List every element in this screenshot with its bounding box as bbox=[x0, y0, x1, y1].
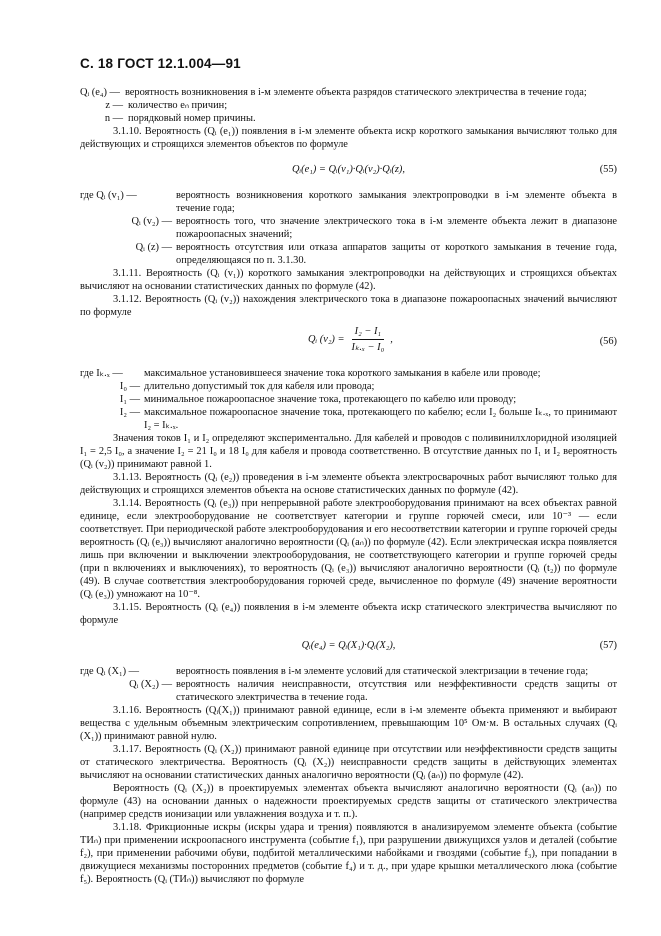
definition-text: минимальное пожароопасное значение тока, протекающего по кабелю или проводу; bbox=[144, 394, 517, 405]
formula-lhs: Qᵢ (v₂) = bbox=[308, 334, 345, 345]
page-content bbox=[80, 86, 617, 886]
formula-fraction bbox=[349, 325, 388, 354]
definition-text: вероятность наличия неисправности, отсутствия или неэффективности средств защиты от статического электричества в течение года. bbox=[176, 679, 617, 703]
definition-qx1 bbox=[80, 665, 617, 678]
definition-n bbox=[80, 112, 617, 125]
definition-text: вероятность отсутствия или отказа аппаратов защиты от короткого замыкания в течение года, определяющаяся по п. 3.1.30. bbox=[176, 242, 617, 266]
paragraph-3-1-14: 3.1.14. Вероятность (Qᵢ (e₃)) при непрерывной работе электрооборудования принимают на всех объектах равной единице, если электрооборудование не соответствует категории и группе горючей смеси, или 10⁻³ — если соответствует. При периодической работе электрооборудования и его несоответствии категории и группе горючей среды вероятность (Qᵢ (e₃)) вычисляют аналогично вероятности (Qᵢ (aₙ)) по формуле (42). Если электрическая искра появляется лишь при включении и выключении электрооборудования, не соответствующего категории и группе горючей среды (при n включениях и выключениях), то вероятность (Qᵢ (e₃)) вычисляют аналогично вероятности (Qᵢ (t₂)) по формуле (49). В случае соответствия электрооборудования горючей среде, вычисленное по формуле (49) значение вероятности (Qᵢ (e₃)) умножают на 10⁻⁸. bbox=[80, 498, 617, 600]
formula-57 bbox=[80, 633, 617, 659]
definition-ikz bbox=[80, 367, 617, 380]
definition-term: Qᵢ (v₂) — bbox=[131, 216, 172, 227]
page-header: С. 18 ГОСТ 12.1.004—91 bbox=[80, 56, 241, 71]
definition-text: длительно допустимый ток для кабеля или провода; bbox=[144, 381, 375, 392]
paragraph-currents: Значения токов I₁ и I₂ определяют экспериментально. Для кабелей и проводов с поливинилхлоридной изоляцией I₁ = 2,5 I₀, а значение I₂ = 21 I₀ и 18 I₀ для кабеля и провода соответственно. В отсутствие данных по I₁ и I₂ вероятность (Qᵢ (v₂)) принимают равной 1. bbox=[80, 433, 617, 470]
paragraph-3-1-16: 3.1.16. Вероятность (Qᵢ(X₁)) принимают равной единице, если в i-м элементе объекта применяют и выбирают вещества с удельным объемным электрическим сопротивлением, превышающим 10⁵ Ом·м. В остальных случаях (Qᵢ (X₁)) принимают равной нулю. bbox=[80, 705, 617, 742]
formula-tail: , bbox=[390, 334, 393, 345]
definition-i0 bbox=[80, 380, 617, 393]
definition-term: где Qᵢ (v₁) — bbox=[80, 190, 137, 201]
definition-qe4 bbox=[80, 86, 617, 99]
definition-qx2 bbox=[80, 678, 617, 704]
paragraph-3-1-18: 3.1.18. Фрикционные искры (искры удара и трения) появляются в анализируемом элементе объекта (событие ТИₙ) при применении искроопасного инструмента (событие f₁), при разрушении движущихся узлов и деталей (событие f₂), при применении рабочими обуви, подбитой металлическими набойками и гвоздями (событие f₃), при попадании в движущиеся механизмы посторонних предметов (событие f₄) и т. д., при ударе крышки металлического люка (событие f₅). Вероятность (Qᵢ (ТИₙ)) вычисляют по формуле bbox=[80, 822, 617, 885]
formula-number: (56) bbox=[599, 336, 617, 347]
formula-55 bbox=[80, 157, 617, 183]
definition-term: I₂ — bbox=[119, 407, 140, 418]
formula-expression: Qᵢ(e₄) = Qᵢ(X₁)·Qᵢ(X₂), bbox=[301, 640, 396, 651]
definition-qv1 bbox=[80, 189, 617, 215]
paragraph-3-1-12: 3.1.12. Вероятность (Qᵢ (v₂)) нахождения электрического тока в диапазоне пожароопасных значений вычисляют по формуле bbox=[80, 294, 617, 318]
definition-term: Qᵢ (e₄) — bbox=[80, 87, 120, 98]
definition-qz bbox=[80, 241, 617, 267]
paragraph-3-1-11: 3.1.11. Вероятность (Qᵢ (v₁)) короткого замыкания электропроводки на действующих и строящихся объектах вычисляют на основании статистических данных по формуле (42). bbox=[80, 268, 617, 292]
definition-text: максимальное установившееся значение тока короткого замыкания в кабеле или проводе; bbox=[144, 368, 541, 379]
paragraph-3-1-17: 3.1.17. Вероятность (Qᵢ (X₂)) принимают равной единице при отсутствии или неэффективности средств защиты от статического электричества. Вероятность (Qᵢ (X₂)) неисправности средств защиты в действующих элементах вычисляют на основании статистических данных аналогично вероятности (Qᵢ (aₙ)) по формуле (42). bbox=[80, 744, 617, 781]
definition-term: где Iₖ.ₓ — bbox=[80, 368, 123, 379]
definition-text: вероятность того, что значение электрического тока в i-м элементе объекта лежит в диапазоне пожароопасных значений; bbox=[176, 216, 617, 240]
definition-term: Qᵢ (X₂) — bbox=[129, 679, 172, 690]
formula-expression: Qᵢ(e₁) = Qᵢ(v₁)·Qᵢ(v₂)·Qᵢ(z), bbox=[292, 164, 405, 175]
definition-text: вероятность возникновения в i-м элементе объекта разрядов статического электричества в течение года; bbox=[124, 87, 587, 98]
definition-z bbox=[80, 99, 617, 112]
formula-expression bbox=[308, 325, 393, 354]
definition-text: порядковый номер причины. bbox=[128, 113, 256, 124]
definition-i2 bbox=[80, 406, 617, 432]
paragraph-3-1-17-cont: Вероятность (Qᵢ (X₂)) в проектируемых элементах объекта вычисляют аналогично вероятности (Qᵢ (aₙ)) по формуле (43) на основании данных о надежности проектируемых средств защиты от статического электричества (например средств ионизации или увлажнения воздуха и т. п.). bbox=[80, 783, 617, 820]
definition-text: максимальное пожароопасное значение тока, протекающего по кабелю; если I₂ больше Iₖ.ₓ, то принимают I₂ = Iₖ.ₓ. bbox=[144, 407, 617, 431]
fraction-denominator: Iₖ.ₓ − I₀ bbox=[351, 342, 385, 353]
definition-term: z — bbox=[105, 100, 123, 111]
definition-i1 bbox=[80, 393, 617, 406]
definition-term: Qᵢ (z) — bbox=[135, 242, 172, 253]
formula-56 bbox=[80, 323, 617, 363]
paragraph-3-1-13: 3.1.13. Вероятность (Qᵢ (e₂)) проведения в i-м элементе объекта электросварочных работ вычисляют только для действующих и строящихся элементов объекта на основе статистических данных по формуле (42). bbox=[80, 472, 617, 496]
definition-text: вероятность появления в i-м элементе условий для статической электризации в течение года; bbox=[176, 666, 589, 677]
definition-qv2 bbox=[80, 215, 617, 241]
formula-number: (55) bbox=[599, 164, 617, 175]
paragraph-3-1-10: 3.1.10. Вероятность (Qᵢ (e₁)) появления в i-м элементе объекта искр короткого замыкания вычисляют только для действующих и строящихся элементов объектов по формуле bbox=[80, 126, 617, 150]
paragraph-3-1-15: 3.1.15. Вероятность (Qᵢ (e₄)) появления в i-м элементе объекта искр статического электричества вычисляют по формуле bbox=[80, 602, 617, 626]
definition-text: вероятность возникновения короткого замыкания электропроводки в i-м элементе объекта в течение года; bbox=[176, 190, 617, 214]
definition-term: I₁ — bbox=[119, 394, 140, 405]
definition-term: где Qᵢ (X₁) — bbox=[80, 666, 140, 677]
formula-number: (57) bbox=[599, 640, 617, 651]
definition-term: n — bbox=[104, 113, 123, 124]
definition-term: I₀ — bbox=[119, 381, 140, 392]
definition-text: количество eₙ причин; bbox=[128, 100, 228, 111]
fraction-numerator: I₂ − I₁ bbox=[352, 325, 384, 340]
